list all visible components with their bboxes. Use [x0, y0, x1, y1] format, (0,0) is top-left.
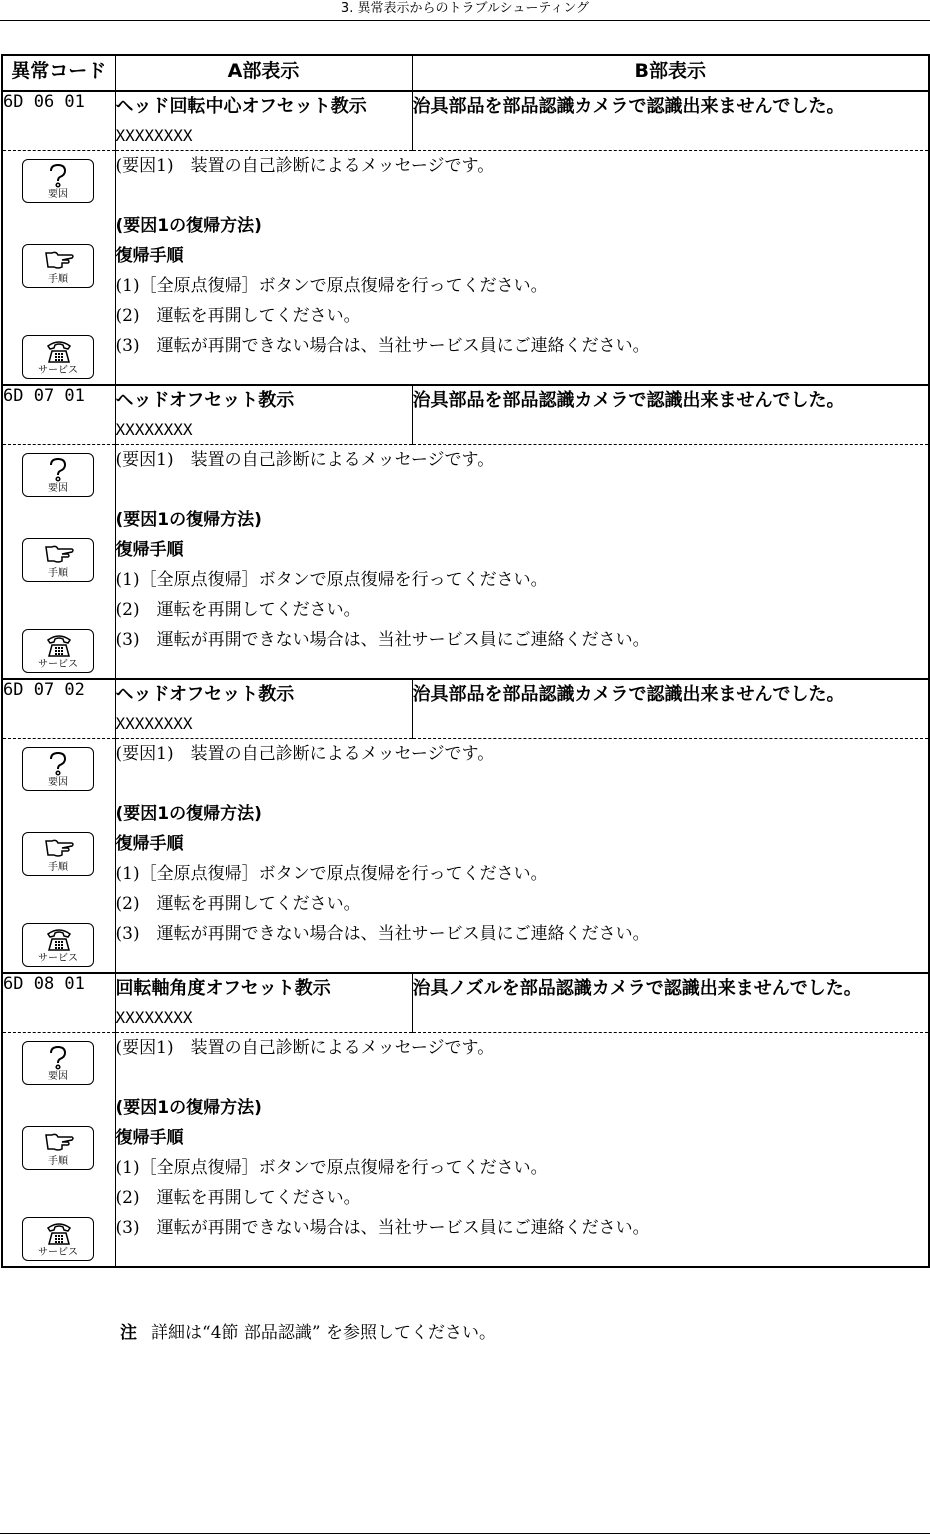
a-display-sub: XXXXXXXX	[115, 1008, 193, 1027]
icon-column	[2, 739, 115, 974]
error-row	[2, 91, 929, 151]
error-code-table	[1, 54, 930, 1268]
footnote	[120, 1318, 496, 1343]
error-code: 6D 08 01	[2, 973, 115, 1033]
detail-text	[115, 1033, 929, 1268]
a-display-title: ヘッド回転中心オフセット教示	[115, 96, 367, 117]
service-icon-label: サービス	[38, 953, 78, 964]
error-detail-row	[2, 151, 929, 386]
service-icon-label: サービス	[38, 659, 78, 670]
procedure-hand-icon	[22, 244, 94, 288]
a-display-title: ヘッドオフセット教示	[115, 684, 295, 705]
page-footer-rule	[0, 1533, 930, 1534]
service-phone-icon	[22, 335, 94, 379]
procedure-step: (1)［全原点復帰］ボタンで原点復帰を行ってください。	[115, 276, 548, 296]
service-phone-icon	[22, 923, 94, 967]
procedure-step: (1)［全原点復帰］ボタンで原点復帰を行ってください。	[115, 1158, 548, 1178]
error-detail-row	[2, 1033, 929, 1268]
table-body	[2, 91, 929, 1267]
a-display-title: 回転軸角度オフセット教示	[115, 978, 331, 999]
error-code: 6D 07 01	[2, 385, 115, 445]
detail-text	[115, 739, 929, 974]
cause-icon	[22, 453, 94, 497]
b-display-text: 治具部品を部品認識カメラで認識出来ませんでした。	[412, 91, 929, 151]
b-display-text: 治具部品を部品認識カメラで認識出来ませんでした。	[412, 679, 929, 739]
procedure-step: (3) 運転が再開できない場合は、当社サービス員にご連絡ください。	[115, 630, 650, 650]
column-header-a-display: A部表示	[115, 55, 412, 91]
procedure-icon-label: 手順	[48, 862, 68, 873]
procedure-step: (2) 運転を再開してください。	[115, 894, 361, 914]
a-display-cell	[115, 385, 412, 445]
a-display-sub: XXXXXXXX	[115, 420, 193, 439]
procedure-step: (1)［全原点復帰］ボタンで原点復帰を行ってください。	[115, 570, 548, 590]
icon-column	[2, 1033, 115, 1268]
procedure-hand-icon	[22, 832, 94, 876]
procedure-heading: 復帰手順	[115, 246, 184, 266]
cause-icon-label: 要因	[48, 777, 68, 788]
procedure-hand-icon	[22, 1126, 94, 1170]
detail-text	[115, 445, 929, 680]
b-display-text: 治具ノズルを部品認識カメラで認識出来ませんでした。	[412, 973, 929, 1033]
procedure-icon-label: 手順	[48, 274, 68, 285]
service-phone-icon	[22, 629, 94, 673]
cause-icon-label: 要因	[48, 189, 68, 200]
service-icon-label: サービス	[38, 1247, 78, 1258]
icon-column	[2, 445, 115, 680]
a-display-cell	[115, 973, 412, 1033]
a-display-sub: XXXXXXXX	[115, 714, 193, 733]
procedure-icon-label: 手順	[48, 568, 68, 579]
table-header-row	[2, 55, 929, 91]
column-header-error-code: 異常コード	[2, 55, 115, 91]
cause-icon	[22, 159, 94, 203]
error-row	[2, 679, 929, 739]
procedure-step: (2) 運転を再開してください。	[115, 306, 361, 326]
column-header-b-display: B部表示	[412, 55, 929, 91]
cause-text: (要因1) 装置の自己診断によるメッセージです。	[115, 744, 495, 764]
cause-icon	[22, 1041, 94, 1085]
error-row	[2, 973, 929, 1033]
procedure-step: (3) 運転が再開できない場合は、当社サービス員にご連絡ください。	[115, 1218, 650, 1238]
a-display-title: ヘッドオフセット教示	[115, 390, 295, 411]
recovery-heading: (要因1の復帰方法)	[115, 804, 262, 824]
footnote-label: 注	[120, 1323, 137, 1343]
cause-icon	[22, 747, 94, 791]
error-detail-row	[2, 445, 929, 680]
footnote-text: 詳細は“4節 部品認識” を参照してください。	[151, 1323, 497, 1343]
recovery-heading: (要因1の復帰方法)	[115, 510, 262, 530]
page-header-title: 3. 異常表示からのトラブルシューティング	[340, 1, 590, 16]
error-row	[2, 385, 929, 445]
icon-column	[2, 151, 115, 386]
detail-text	[115, 151, 929, 386]
error-code: 6D 06 01	[2, 91, 115, 151]
procedure-step: (3) 運転が再開できない場合は、当社サービス員にご連絡ください。	[115, 924, 650, 944]
recovery-heading: (要因1の復帰方法)	[115, 1098, 262, 1118]
procedure-icon-label: 手順	[48, 1156, 68, 1167]
a-display-cell	[115, 679, 412, 739]
a-display-cell	[115, 91, 412, 151]
procedure-hand-icon	[22, 538, 94, 582]
b-display-text: 治具部品を部品認識カメラで認識出来ませんでした。	[412, 385, 929, 445]
procedure-heading: 復帰手順	[115, 834, 184, 854]
procedure-step: (2) 運転を再開してください。	[115, 600, 361, 620]
procedure-heading: 復帰手順	[115, 1128, 184, 1148]
error-code: 6D 07 02	[2, 679, 115, 739]
procedure-step: (1)［全原点復帰］ボタンで原点復帰を行ってください。	[115, 864, 548, 884]
cause-text: (要因1) 装置の自己診断によるメッセージです。	[115, 156, 495, 176]
cause-icon-label: 要因	[48, 483, 68, 494]
cause-text: (要因1) 装置の自己診断によるメッセージです。	[115, 1038, 495, 1058]
procedure-step: (3) 運転が再開できない場合は、当社サービス員にご連絡ください。	[115, 336, 650, 356]
recovery-heading: (要因1の復帰方法)	[115, 216, 262, 236]
page-header	[0, 0, 930, 21]
cause-icon-label: 要因	[48, 1071, 68, 1082]
error-detail-row	[2, 739, 929, 974]
procedure-step: (2) 運転を再開してください。	[115, 1188, 361, 1208]
service-icon-label: サービス	[38, 365, 78, 376]
procedure-heading: 復帰手順	[115, 540, 184, 560]
a-display-sub: XXXXXXXX	[115, 126, 193, 145]
service-phone-icon	[22, 1217, 94, 1261]
cause-text: (要因1) 装置の自己診断によるメッセージです。	[115, 450, 495, 470]
